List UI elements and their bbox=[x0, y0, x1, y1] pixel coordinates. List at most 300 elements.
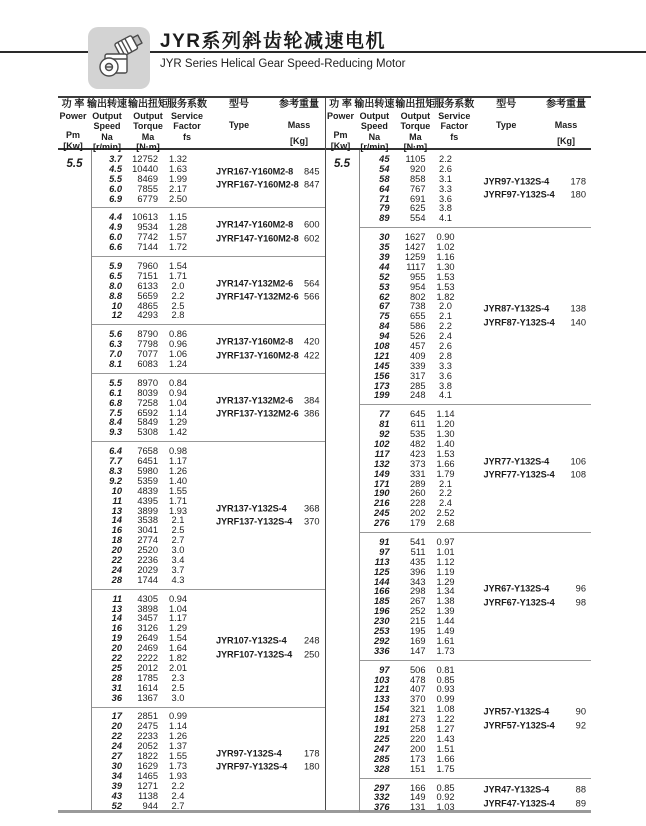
factor-value: 3.4 bbox=[171, 555, 185, 566]
factor-value: 1.32 bbox=[168, 153, 188, 164]
torque-value: 1105 bbox=[405, 153, 426, 164]
torque-value: 1427 bbox=[404, 242, 426, 253]
torque-value: 331 bbox=[409, 468, 426, 479]
factor-value: 2.6 bbox=[439, 163, 452, 174]
type-mass-box bbox=[216, 165, 320, 192]
speed-value: 196 bbox=[373, 606, 390, 617]
page-subtitle: JYR Series Helical Gear Speed-Reducing Motor bbox=[160, 58, 406, 70]
factor-value: 4.3 bbox=[171, 574, 185, 585]
torque-value: 5659 bbox=[137, 290, 158, 301]
torque-value: 7798 bbox=[137, 339, 158, 350]
table-row bbox=[92, 154, 325, 164]
mass-value: 602 bbox=[303, 233, 320, 244]
speed-value: 154 bbox=[373, 704, 390, 715]
table-row bbox=[360, 547, 592, 557]
speed-value: 64 bbox=[379, 183, 390, 194]
factor-value: 1.08 bbox=[436, 704, 455, 715]
torque-value: 3126 bbox=[137, 623, 158, 634]
gear-motor-icon bbox=[88, 27, 150, 89]
table-row bbox=[92, 712, 325, 722]
factor-value: 1.55 bbox=[168, 751, 188, 762]
block-separator bbox=[92, 207, 325, 208]
table-row bbox=[360, 154, 592, 164]
torque-value: 423 bbox=[409, 448, 426, 459]
speed-value: 245 bbox=[373, 508, 390, 519]
torque-value: 1138 bbox=[138, 790, 158, 801]
speed-value: 84 bbox=[379, 321, 390, 332]
factor-value: 2.5 bbox=[171, 525, 185, 536]
col-header-torque: 输出扭矩 Output Torque Ma [N·m] bbox=[395, 99, 436, 152]
torque-value: 2851 bbox=[137, 711, 158, 722]
speed-value: 58 bbox=[379, 173, 390, 184]
table-row bbox=[360, 498, 592, 508]
factor-value: 1.42 bbox=[168, 427, 188, 438]
speed-value: 44 bbox=[379, 261, 390, 272]
torque-value: 2475 bbox=[137, 721, 158, 732]
mass-value: 180 bbox=[303, 761, 320, 772]
data-block bbox=[92, 446, 325, 584]
spec-table-right bbox=[325, 98, 592, 813]
speed-value: 53 bbox=[379, 281, 390, 292]
speed-value: 28 bbox=[111, 672, 122, 683]
mass-value: 250 bbox=[303, 649, 320, 660]
speed-value: 20 bbox=[111, 721, 122, 732]
speed-value: 34 bbox=[111, 770, 122, 781]
torque-value: 2236 bbox=[137, 555, 158, 566]
speed-value: 24 bbox=[111, 741, 122, 752]
speed-value: 8.1 bbox=[109, 358, 122, 369]
speed-value: 190 bbox=[373, 488, 390, 499]
type-label: JYRF47-Y132S-4 bbox=[483, 798, 555, 809]
speed-value: 247 bbox=[373, 743, 390, 754]
table-row bbox=[92, 604, 325, 614]
type-mass-line bbox=[216, 179, 320, 193]
speed-value: 7.0 bbox=[109, 349, 122, 360]
torque-value: 179 bbox=[409, 518, 426, 529]
factor-value: 1.40 bbox=[168, 475, 188, 486]
factor-value: 0.85 bbox=[436, 782, 455, 793]
torque-value: 767 bbox=[409, 183, 426, 194]
type-mass-box bbox=[216, 336, 320, 363]
factor-value: 1.57 bbox=[168, 232, 188, 243]
type-label: JYR107-Y132S-4 bbox=[216, 635, 287, 646]
mass-value: 248 bbox=[303, 635, 320, 646]
type-mass-box bbox=[216, 747, 320, 774]
factor-value: 0.90 bbox=[436, 232, 455, 243]
torque-value: 7258 bbox=[137, 397, 158, 408]
type-mass-line bbox=[484, 316, 587, 330]
speed-value: 36 bbox=[111, 692, 122, 703]
factor-value: 1.79 bbox=[436, 468, 455, 479]
table-row bbox=[360, 419, 592, 429]
type-label: JYR147-Y132M2-6 bbox=[216, 278, 294, 289]
type-label: JYRF57-Y132S-4 bbox=[483, 720, 555, 731]
torque-value: 2469 bbox=[137, 643, 158, 654]
torque-value: 373 bbox=[409, 458, 426, 469]
type-mass-line bbox=[216, 394, 320, 408]
speed-value: 39 bbox=[111, 780, 122, 791]
torque-value: 149 bbox=[409, 792, 426, 803]
mass-value: 140 bbox=[570, 317, 586, 328]
torque-value: 7742 bbox=[137, 232, 158, 243]
block-separator bbox=[360, 532, 592, 533]
torque-value: 147 bbox=[409, 645, 426, 656]
spec-table-left bbox=[58, 98, 325, 810]
speed-value: 103 bbox=[373, 674, 390, 685]
factor-value: 2.8 bbox=[171, 310, 185, 321]
speed-value: 297 bbox=[373, 782, 390, 793]
speed-value: 14 bbox=[111, 515, 122, 526]
type-mass-line bbox=[484, 797, 587, 811]
type-mass-box bbox=[484, 455, 587, 482]
type-mass-box bbox=[216, 219, 320, 246]
mass-value: 845 bbox=[303, 166, 320, 177]
type-label: JYRF167-Y160M2-8 bbox=[216, 179, 299, 190]
data-block bbox=[92, 378, 325, 437]
torque-value: 131 bbox=[409, 802, 426, 813]
torque-value: 1259 bbox=[404, 251, 426, 262]
factor-value: 2.17 bbox=[168, 183, 188, 194]
torque-value: 506 bbox=[409, 664, 426, 675]
torque-value: 6592 bbox=[137, 407, 158, 418]
table-row bbox=[360, 754, 592, 764]
speed-value: 6.8 bbox=[109, 397, 122, 408]
factor-value: 1.27 bbox=[436, 724, 455, 735]
speed-value: 181 bbox=[373, 714, 390, 725]
type-label: JYR97-Y132S-4 bbox=[483, 176, 550, 187]
speed-value: 173 bbox=[373, 380, 390, 391]
factor-value: 2.2 bbox=[171, 780, 185, 791]
torque-value: 625 bbox=[409, 203, 426, 214]
type-mass-box bbox=[216, 277, 320, 304]
speed-value: 285 bbox=[373, 753, 390, 764]
spec-table bbox=[58, 96, 591, 813]
torque-value: 2774 bbox=[137, 535, 158, 546]
factor-value: 2.0 bbox=[439, 301, 452, 312]
factor-value: 1.44 bbox=[436, 616, 455, 627]
torque-value: 10613 bbox=[132, 212, 158, 223]
table-row bbox=[360, 636, 592, 646]
torque-value: 317 bbox=[409, 370, 426, 381]
table-row bbox=[360, 646, 592, 656]
factor-value: 1.71 bbox=[168, 495, 188, 506]
factor-value: 1.38 bbox=[436, 596, 455, 607]
torque-value: 1614 bbox=[137, 682, 158, 693]
torque-value: 1822 bbox=[137, 751, 158, 762]
type-label: JYR97-Y132S-4 bbox=[216, 748, 282, 759]
table-row bbox=[360, 390, 592, 400]
table-row bbox=[360, 429, 592, 439]
speed-value: 166 bbox=[373, 586, 390, 597]
speed-value: 39 bbox=[379, 251, 390, 262]
factor-value: 1.16 bbox=[436, 251, 455, 262]
speed-value: 144 bbox=[373, 576, 390, 587]
speed-value: 25 bbox=[111, 662, 122, 673]
torque-value: 6083 bbox=[137, 358, 158, 369]
torque-value: 2520 bbox=[137, 545, 158, 556]
data-block bbox=[92, 154, 325, 203]
speed-value: 97 bbox=[379, 664, 390, 675]
speed-value: 14 bbox=[111, 613, 122, 624]
factor-value: 2.68 bbox=[436, 518, 455, 529]
table-row bbox=[360, 232, 592, 242]
type-mass-line bbox=[216, 502, 320, 516]
speed-value: 6.1 bbox=[109, 387, 122, 398]
factor-value: 3.3 bbox=[439, 360, 452, 371]
speed-value: 8.3 bbox=[109, 466, 122, 476]
table-row bbox=[92, 466, 325, 476]
table-row bbox=[360, 381, 592, 391]
table-row bbox=[360, 626, 592, 636]
col-header-torque: 输出扭矩 Output Torque Ma [N·m] bbox=[128, 99, 168, 152]
table-row bbox=[360, 272, 592, 282]
type-label: JYRF137-Y132M2-6 bbox=[216, 408, 299, 419]
table-row bbox=[92, 791, 325, 801]
type-mass-line bbox=[216, 648, 320, 662]
mass-value: 384 bbox=[303, 395, 320, 406]
speed-value: 71 bbox=[379, 193, 390, 204]
type-label: JYR167-Y160M2-8 bbox=[216, 166, 294, 177]
torque-value: 3457 bbox=[137, 613, 158, 624]
speed-value: 28 bbox=[111, 574, 122, 585]
table-row bbox=[360, 508, 592, 518]
factor-value: 0.81 bbox=[436, 664, 455, 675]
type-mass-line bbox=[216, 761, 320, 775]
type-mass-line bbox=[484, 455, 587, 469]
type-mass-line bbox=[216, 232, 320, 246]
factor-value: 1.04 bbox=[168, 603, 188, 614]
torque-value: 396 bbox=[409, 566, 426, 577]
factor-value: 3.8 bbox=[439, 380, 452, 391]
torque-value: 215 bbox=[409, 616, 426, 627]
speed-value: 13 bbox=[111, 603, 122, 614]
torque-value: 6451 bbox=[137, 456, 158, 467]
speed-value: 8.8 bbox=[109, 290, 122, 301]
type-mass-box bbox=[216, 635, 320, 662]
block-separator bbox=[360, 404, 592, 405]
speed-value: 4.5 bbox=[109, 163, 122, 174]
speed-value: 6.4 bbox=[109, 446, 122, 457]
torque-value: 645 bbox=[409, 409, 426, 420]
type-mass-line bbox=[216, 349, 320, 363]
factor-value: 1.66 bbox=[436, 753, 455, 764]
speed-value: 81 bbox=[379, 419, 390, 430]
col-header-speed: 输出转速 Output Speed Na [r/min] bbox=[354, 99, 395, 152]
torque-value: 511 bbox=[410, 546, 426, 557]
torque-value: 6133 bbox=[137, 280, 158, 291]
table-row bbox=[360, 371, 592, 381]
table-row bbox=[360, 252, 592, 262]
torque-value: 1117 bbox=[406, 261, 426, 272]
table-row bbox=[360, 675, 592, 685]
factor-value: 1.54 bbox=[168, 260, 188, 271]
speed-value: 13 bbox=[111, 505, 122, 516]
factor-value: 2.50 bbox=[168, 193, 188, 204]
table-row bbox=[92, 427, 325, 437]
type-label: JYR57-Y132S-4 bbox=[483, 706, 550, 717]
torque-value: 3899 bbox=[137, 505, 158, 516]
type-mass-line bbox=[484, 784, 587, 798]
torque-value: 8790 bbox=[137, 329, 158, 340]
torque-value: 2222 bbox=[137, 653, 158, 664]
factor-value: 1.06 bbox=[168, 349, 188, 360]
table-row bbox=[360, 262, 592, 272]
torque-value: 2012 bbox=[137, 662, 158, 673]
torque-value: 4839 bbox=[137, 485, 158, 496]
torque-value: 248 bbox=[409, 390, 426, 401]
block-separator bbox=[92, 256, 325, 257]
torque-value: 526 bbox=[409, 331, 426, 342]
speed-value: 276 bbox=[373, 518, 390, 529]
table-row bbox=[360, 409, 592, 419]
factor-value: 2.3 bbox=[171, 672, 185, 683]
torque-value: 258 bbox=[409, 724, 426, 735]
table-row bbox=[360, 439, 592, 449]
table-row bbox=[92, 683, 325, 693]
speed-value: 216 bbox=[373, 498, 390, 509]
torque-value: 3898 bbox=[137, 603, 158, 614]
type-label: JYRF87-Y132S-4 bbox=[483, 317, 555, 328]
factor-value: 0.84 bbox=[168, 377, 188, 388]
torque-value: 541 bbox=[409, 537, 426, 548]
col-header-type: 型号 Type bbox=[496, 99, 517, 130]
table-row bbox=[360, 537, 592, 547]
data-block bbox=[92, 212, 325, 252]
type-label: JYR47-Y132S-4 bbox=[483, 784, 550, 795]
speed-value: 19 bbox=[111, 633, 122, 644]
speed-value: 22 bbox=[111, 653, 122, 664]
torque-value: 435 bbox=[409, 556, 426, 567]
table-row bbox=[92, 693, 325, 703]
speed-value: 54 bbox=[379, 163, 390, 174]
torque-value: 4865 bbox=[137, 300, 158, 311]
data-block bbox=[360, 783, 592, 813]
factor-value: 3.1 bbox=[439, 173, 452, 184]
factor-value: 2.01 bbox=[168, 662, 188, 673]
table-row bbox=[92, 731, 325, 741]
factor-value: 1.14 bbox=[436, 409, 455, 420]
col-header-type: 型号 Type bbox=[228, 99, 250, 130]
type-mass-line bbox=[484, 596, 587, 610]
torque-value: 2233 bbox=[137, 731, 158, 742]
factor-value: 1.43 bbox=[436, 733, 455, 744]
torque-value: 321 bbox=[409, 704, 426, 715]
factor-value: 1.93 bbox=[168, 505, 188, 516]
speed-value: 225 bbox=[373, 733, 390, 744]
col-header-mass: 参考重量 Mass [Kg] bbox=[279, 99, 319, 146]
table-row bbox=[92, 565, 325, 575]
torque-value: 8039 bbox=[137, 387, 158, 398]
type-label: JYRF67-Y132S-4 bbox=[483, 597, 555, 608]
speed-value: 230 bbox=[373, 616, 390, 627]
factor-value: 4.1 bbox=[439, 213, 452, 224]
table-row bbox=[360, 292, 592, 302]
factor-value: 1.29 bbox=[436, 576, 455, 587]
table-row bbox=[92, 575, 325, 585]
type-label: JYRF107-Y132S-4 bbox=[216, 649, 293, 660]
table-row bbox=[92, 801, 325, 811]
factor-value: 0.92 bbox=[436, 792, 455, 803]
mass-value: 92 bbox=[575, 720, 586, 731]
factor-value: 1.53 bbox=[436, 448, 455, 459]
speed-value: 253 bbox=[373, 626, 390, 637]
block-separator bbox=[360, 227, 592, 228]
factor-value: 1.22 bbox=[436, 714, 455, 725]
factor-value: 2.4 bbox=[439, 498, 452, 509]
mass-value: 386 bbox=[303, 408, 320, 419]
factor-value: 1.14 bbox=[168, 407, 188, 418]
speed-value: 6.0 bbox=[109, 232, 122, 243]
torque-value: 1627 bbox=[404, 232, 426, 243]
block-separator bbox=[92, 441, 325, 442]
torque-value: 944 bbox=[142, 800, 158, 811]
mass-value: 847 bbox=[303, 179, 320, 190]
speed-value: 132 bbox=[373, 458, 390, 469]
mass-value: 178 bbox=[303, 748, 320, 759]
data-block bbox=[360, 154, 592, 223]
factor-value: 3.3 bbox=[439, 183, 452, 194]
torque-value: 1629 bbox=[137, 760, 158, 771]
col-header-power: 功 率 Power Pm [Kw] bbox=[326, 99, 354, 151]
torque-value: 554 bbox=[409, 213, 426, 224]
speed-value: 11 bbox=[112, 593, 122, 604]
speed-value: 20 bbox=[111, 643, 122, 654]
speed-value: 92 bbox=[379, 429, 390, 440]
torque-value: 252 bbox=[409, 606, 426, 617]
col-header-factor: 服务系数 Service Factor fs bbox=[434, 99, 475, 142]
factor-value: 1.55 bbox=[168, 485, 188, 496]
mass-value: 178 bbox=[570, 176, 586, 187]
mass-value: 98 bbox=[575, 597, 586, 608]
power-column bbox=[58, 150, 92, 810]
table-row bbox=[92, 194, 325, 204]
block-separator bbox=[92, 324, 325, 325]
torque-value: 1785 bbox=[137, 672, 158, 683]
torque-value: 1744 bbox=[137, 574, 158, 585]
speed-value: 5.5 bbox=[109, 173, 122, 184]
speed-value: 22 bbox=[111, 555, 122, 566]
factor-value: 1.03 bbox=[436, 802, 455, 813]
speed-value: 22 bbox=[111, 731, 122, 742]
factor-value: 2.6 bbox=[439, 340, 452, 351]
speed-value: 30 bbox=[379, 232, 390, 243]
torque-value: 858 bbox=[409, 173, 426, 184]
speed-value: 171 bbox=[373, 478, 390, 489]
torque-value: 273 bbox=[409, 714, 426, 725]
speed-value: 185 bbox=[373, 596, 390, 607]
speed-value: 5.9 bbox=[109, 260, 122, 271]
type-mass-line bbox=[484, 706, 587, 720]
type-label: JYR137-Y132M2-6 bbox=[216, 395, 294, 406]
table-row bbox=[92, 378, 325, 388]
type-label: JYR77-Y132S-4 bbox=[483, 456, 550, 467]
factor-value: 1.99 bbox=[168, 173, 188, 184]
factor-value: 1.64 bbox=[168, 643, 188, 654]
type-mass-box bbox=[216, 394, 320, 421]
torque-value: 409 bbox=[409, 350, 426, 361]
torque-value: 3041 bbox=[137, 525, 158, 536]
type-mass-line bbox=[216, 516, 320, 530]
data-blocks bbox=[360, 150, 592, 812]
factor-value: 2.2 bbox=[439, 321, 452, 332]
factor-value: 2.52 bbox=[436, 508, 455, 519]
factor-value: 2.7 bbox=[171, 535, 185, 546]
speed-value: 30 bbox=[111, 760, 122, 771]
type-mass-line bbox=[216, 219, 320, 233]
block-separator bbox=[92, 373, 325, 374]
factor-value: 2.7 bbox=[171, 800, 185, 811]
type-mass-line bbox=[484, 719, 587, 733]
